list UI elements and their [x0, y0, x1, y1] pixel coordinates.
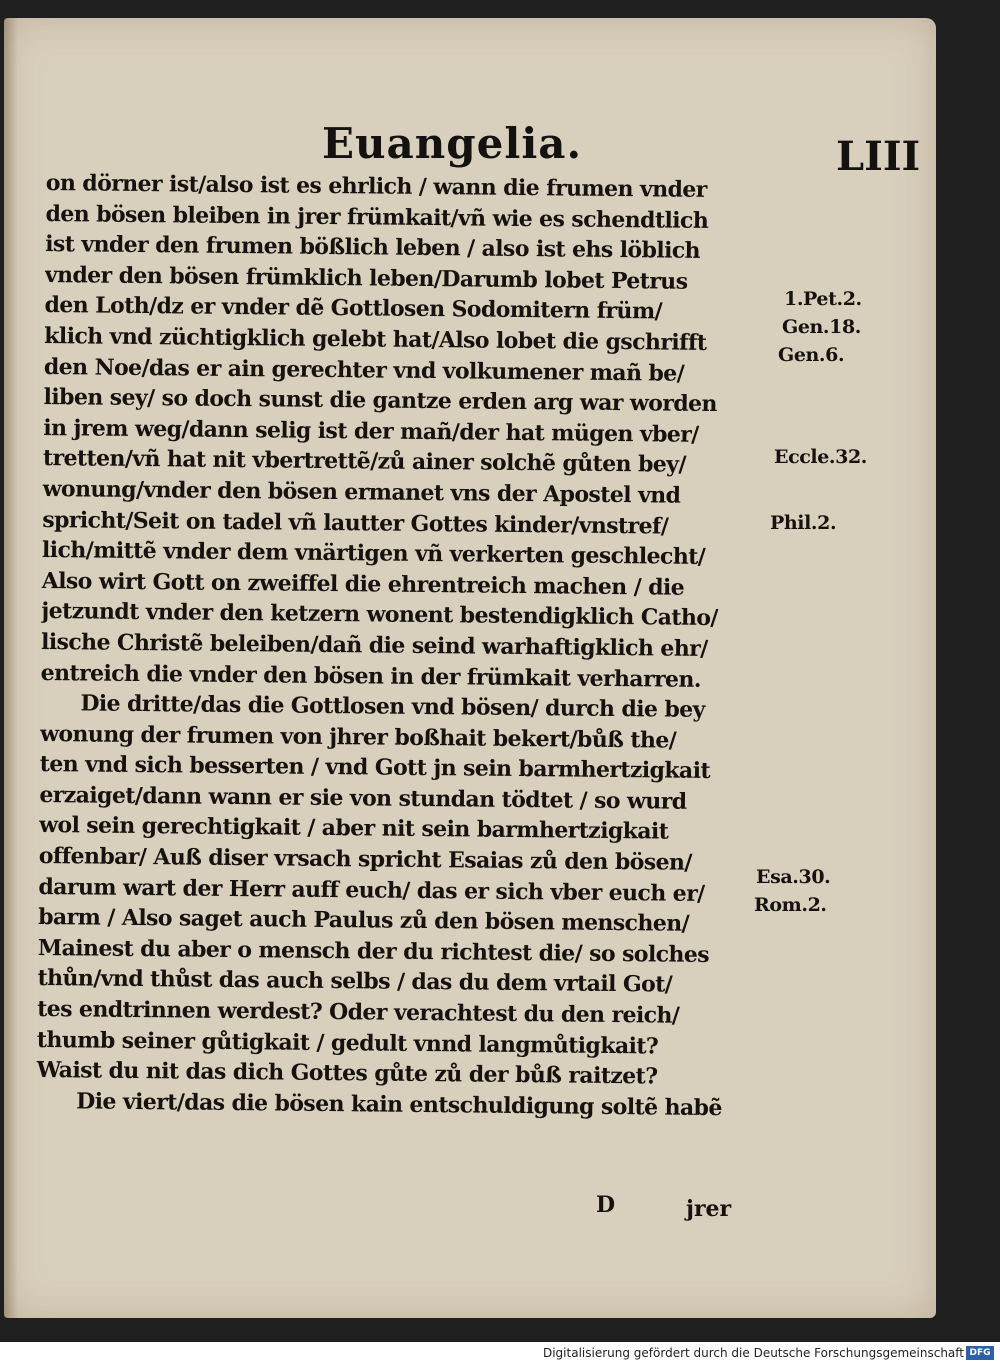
text-line: lische Christẽ beleiben/dañ die seind warhaftigklich ehr/	[40, 628, 708, 662]
marginal-note: Rom.2.	[754, 894, 827, 916]
text-line: offenbar/ Auß diser vrsach spricht Esaias zů den bösen/	[38, 843, 692, 876]
text-line: den Loth/dz er vnder dẽ Gottlosen Sodomitern früm/	[44, 292, 663, 325]
text-line: entreich die vnder den bösen in der frümkait verharren.	[40, 659, 702, 693]
text-line: vnder den bösen frümklich leben/Darumb lobet Petrus	[44, 261, 688, 295]
marginal-note: Eccle.32.	[774, 446, 867, 468]
text-line: den Noe/das er ain gerechter vnd volkumener mañ be/	[43, 353, 685, 387]
text-line: wonung der frumen von jhrer boßhait bekert/bůß the/	[39, 720, 677, 754]
text-line: ist vnder den frumen bößlich leben / also ist ehs löblich	[45, 231, 701, 265]
marginal-note: Phil.2.	[770, 512, 837, 534]
text-line: jetzundt vnder den ketzern wonent bestendigklich Catho/	[41, 598, 718, 632]
text-line: lich/mittẽ vnder dem vnärtigen vñ verkerten geschlecht/	[41, 537, 706, 571]
text-line: thůn/vnd thůst das auch selbs / das du dem vrtail Got/	[37, 965, 673, 999]
text-line: barm / Also saget auch Paulus zů den bösen menschen/	[38, 904, 690, 938]
paragraph-start-line: Die dritte/das die Gottlosen vnd bösen/ durch die bey	[80, 690, 705, 724]
text-line: darum wart der Herr auff euch/ das er sich vber euch er/	[38, 873, 705, 907]
text-line: liben sey/ so doch sunst die gantze erden arg war worden	[43, 384, 717, 418]
text-line: den bösen bleiben in jrer frümkait/vñ wie es schendtlich	[45, 200, 709, 234]
text-line: tretten/vñ hat nit vbertrettẽ/zů ainer solchẽ gůten bey/	[42, 445, 686, 479]
text-line: erzaiget/dann wann er sie von stundan tödtet / so wurd	[39, 781, 687, 815]
marginal-note: 1.Pet.2.	[784, 288, 862, 310]
marginal-note: Esa.30.	[756, 866, 831, 888]
catchword: jrer	[686, 1196, 732, 1222]
text-line: Also wirt Gott on zweiffel die ehrentreich machen / die	[41, 567, 685, 601]
text-line: klich vnd züchtigklich gelebt hat/Also lobet die gschrifft	[44, 322, 707, 356]
book-page	[4, 18, 936, 1318]
text-line: Mainest du aber o mensch der du richtest die/ so solches	[37, 934, 710, 968]
text-line: spricht/Seit on tadel vñ lautter Gottes kinder/vnstref/	[42, 506, 669, 540]
text-block	[36, 168, 791, 1124]
marginal-note: Gen.6.	[778, 344, 845, 366]
text-line: tes endtrinnen werdest? Oder verachtest du den reich/	[37, 995, 680, 1029]
text-line: on dörner ist/also ist es ehrlich / wann die frumen vnder	[45, 169, 707, 203]
signature-mark: D	[596, 1192, 616, 1218]
text-line: ten vnd sich besserten / vnd Gott jn sein barmhertzigkait	[39, 751, 711, 785]
text-line: in jrem weg/dann selig ist der mañ/der hat mügen vber/	[43, 414, 699, 448]
paragraph-start-line: Die viert/das die bösen kain entschuldigung soltẽ habẽ	[76, 1088, 722, 1121]
text-line: wol sein gerechtigkait / aber nit sein barmhertzigkait	[38, 812, 669, 846]
text-line: Waist du nit das dich Gottes gůte zů der bůß raitzet?	[36, 1057, 658, 1090]
running-heading: Euangelia.	[322, 119, 583, 168]
dfg-logo-icon: DFG	[966, 1346, 994, 1360]
folio-number: LIII	[836, 133, 921, 180]
text-line: wonung/vnder den bösen ermanet vns der Apostel vnd	[42, 475, 681, 509]
marginal-note: Gen.18.	[782, 316, 861, 338]
funding-credit: Digitalisierung gefördert durch die Deutsche Forschungsgemeinschaft	[542, 1346, 964, 1360]
text-line: thumb seiner gůtigkait / gedult vnnd langmůtigkait?	[36, 1026, 659, 1060]
